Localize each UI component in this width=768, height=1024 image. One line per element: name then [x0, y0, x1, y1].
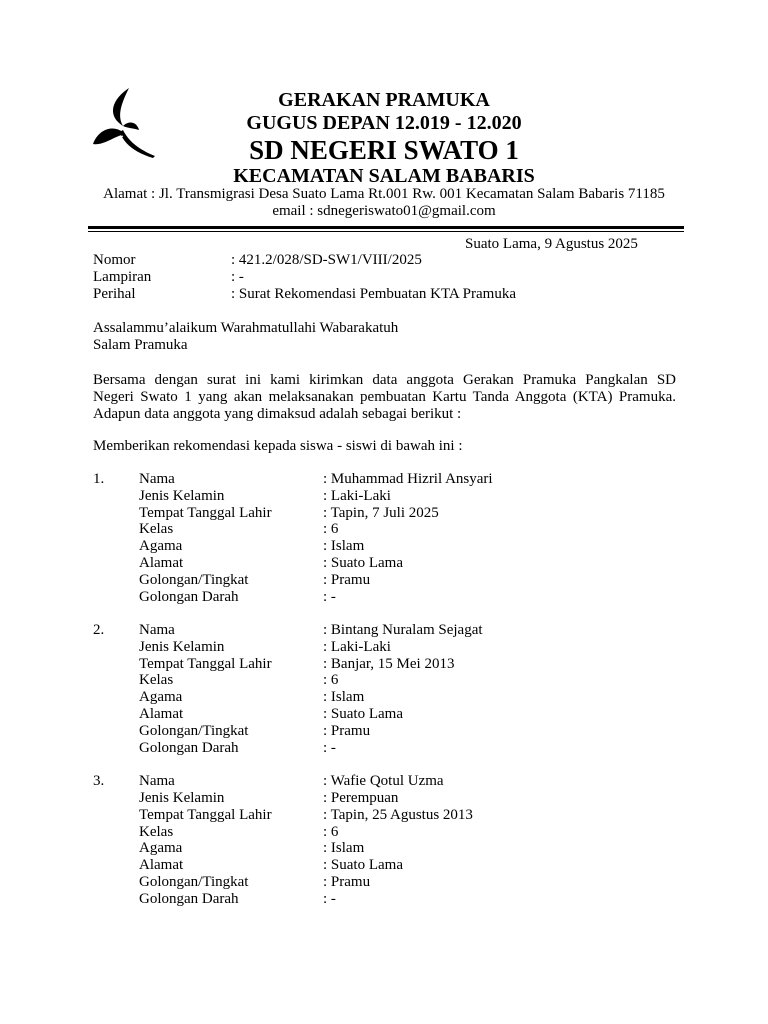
school-address: Alamat : Jl. Transmigrasi Desa Suato Lama Rt.001 Rw. 001 Kecamatan Salam Babaris 71185	[103, 186, 665, 202]
field-label: Nama	[139, 773, 175, 789]
field-value: : 6	[323, 672, 339, 688]
field-value: : Islam	[323, 538, 365, 554]
field-value: : Tapin, 7 Juli 2025	[323, 505, 439, 521]
field-value: : Islam	[323, 840, 365, 856]
field-value: : -	[323, 740, 336, 756]
meta-label-perihal: Perihal	[93, 286, 136, 302]
school-email: email : sdnegeriswato01@gmail.com	[272, 203, 496, 219]
field-label: Golongan/Tingkat	[139, 874, 249, 890]
field-label: Tempat Tanggal Lahir	[139, 807, 272, 823]
student-number: 2.	[93, 622, 105, 638]
student-number: 1.	[93, 471, 105, 487]
field-value: : Islam	[323, 689, 365, 705]
field-label: Alamat	[139, 555, 184, 571]
field-value: : 6	[323, 824, 339, 840]
body-line: Bersama dengan surat ini kami kirimkan data anggota Gerakan Pramuka Pangkalan SD	[93, 372, 676, 388]
field-label: Jenis Kelamin	[139, 790, 225, 806]
field-value: : Muhammad Hizril Ansyari	[323, 471, 493, 487]
field-label: Jenis Kelamin	[139, 488, 225, 504]
field-label: Agama	[139, 689, 183, 705]
meta-label-lampiran: Lampiran	[93, 269, 152, 285]
field-label: Kelas	[139, 521, 174, 537]
field-label: Golongan/Tingkat	[139, 723, 249, 739]
body-line: Negeri Swato 1 yang akan melaksanakan pembuatan Kartu Tanda Anggota (KTA) Pramuka.	[93, 389, 676, 405]
school-name: SD NEGERI SWATO 1	[249, 135, 519, 165]
organization-name: GERAKAN PRAMUKA	[278, 89, 490, 111]
field-label: Kelas	[139, 824, 174, 840]
field-label: Golongan/Tingkat	[139, 572, 249, 588]
field-value: : Suato Lama	[323, 857, 403, 873]
meta-value-lampiran: : -	[231, 269, 244, 285]
field-value: : Wafie Qotul Uzma	[323, 773, 444, 789]
field-value: : 6	[323, 521, 339, 537]
field-value: : Bintang Nuralam Sejagat	[323, 622, 483, 638]
field-value: : Suato Lama	[323, 706, 403, 722]
field-label: Jenis Kelamin	[139, 639, 225, 655]
field-label: Nama	[139, 622, 175, 638]
field-label: Alamat	[139, 857, 184, 873]
field-value: : Suato Lama	[323, 555, 403, 571]
meta-value-perihal: : Surat Rekomendasi Pembuatan KTA Pramuka	[231, 286, 516, 302]
field-value: : Laki-Laki	[323, 488, 391, 504]
body-paragraph	[93, 372, 676, 423]
field-label: Alamat	[139, 706, 184, 722]
field-value: : Tapin, 25 Agustus 2013	[323, 807, 473, 823]
field-label: Golongan Darah	[139, 891, 239, 907]
letterhead-divider-thick	[88, 226, 684, 229]
greeting-salam: Assalammu’alaikum Warahmatullahi Wabarakatuh	[93, 320, 399, 336]
field-label: Golongan Darah	[139, 740, 239, 756]
meta-value-nomor: : 421.2/028/SD-SW1/VIII/2025	[231, 252, 422, 268]
district-name: KECAMATAN SALAM BABARIS	[233, 165, 535, 187]
field-value: : Pramu	[323, 874, 371, 890]
meta-label-nomor: Nomor	[93, 252, 136, 268]
student-number: 3.	[93, 773, 105, 789]
field-value: : -	[323, 891, 336, 907]
field-value: : Pramu	[323, 572, 371, 588]
field-value: : Pramu	[323, 723, 371, 739]
field-value: : Laki-Laki	[323, 639, 391, 655]
field-label: Tempat Tanggal Lahir	[139, 656, 272, 672]
gugus-depan: GUGUS DEPAN 12.019 - 12.020	[246, 112, 522, 134]
field-value: : Banjar, 15 Mei 2013	[323, 656, 455, 672]
letter-date: Suato Lama, 9 Agustus 2025	[465, 236, 638, 252]
field-label: Kelas	[139, 672, 174, 688]
recommendation-intro: Memberikan rekomendasi kepada siswa - siswi di bawah ini :	[93, 438, 463, 454]
greeting-pramuka: Salam Pramuka	[93, 337, 188, 353]
field-label: Agama	[139, 840, 183, 856]
field-label: Tempat Tanggal Lahir	[139, 505, 272, 521]
field-label: Agama	[139, 538, 183, 554]
field-value: : -	[323, 589, 336, 605]
field-label: Nama	[139, 471, 175, 487]
field-value: : Perempuan	[323, 790, 399, 806]
body-line: Adapun data anggota yang dimaksud adalah sebagai berikut :	[93, 406, 462, 422]
letterhead-divider-thin	[88, 231, 684, 232]
field-label: Golongan Darah	[139, 589, 239, 605]
